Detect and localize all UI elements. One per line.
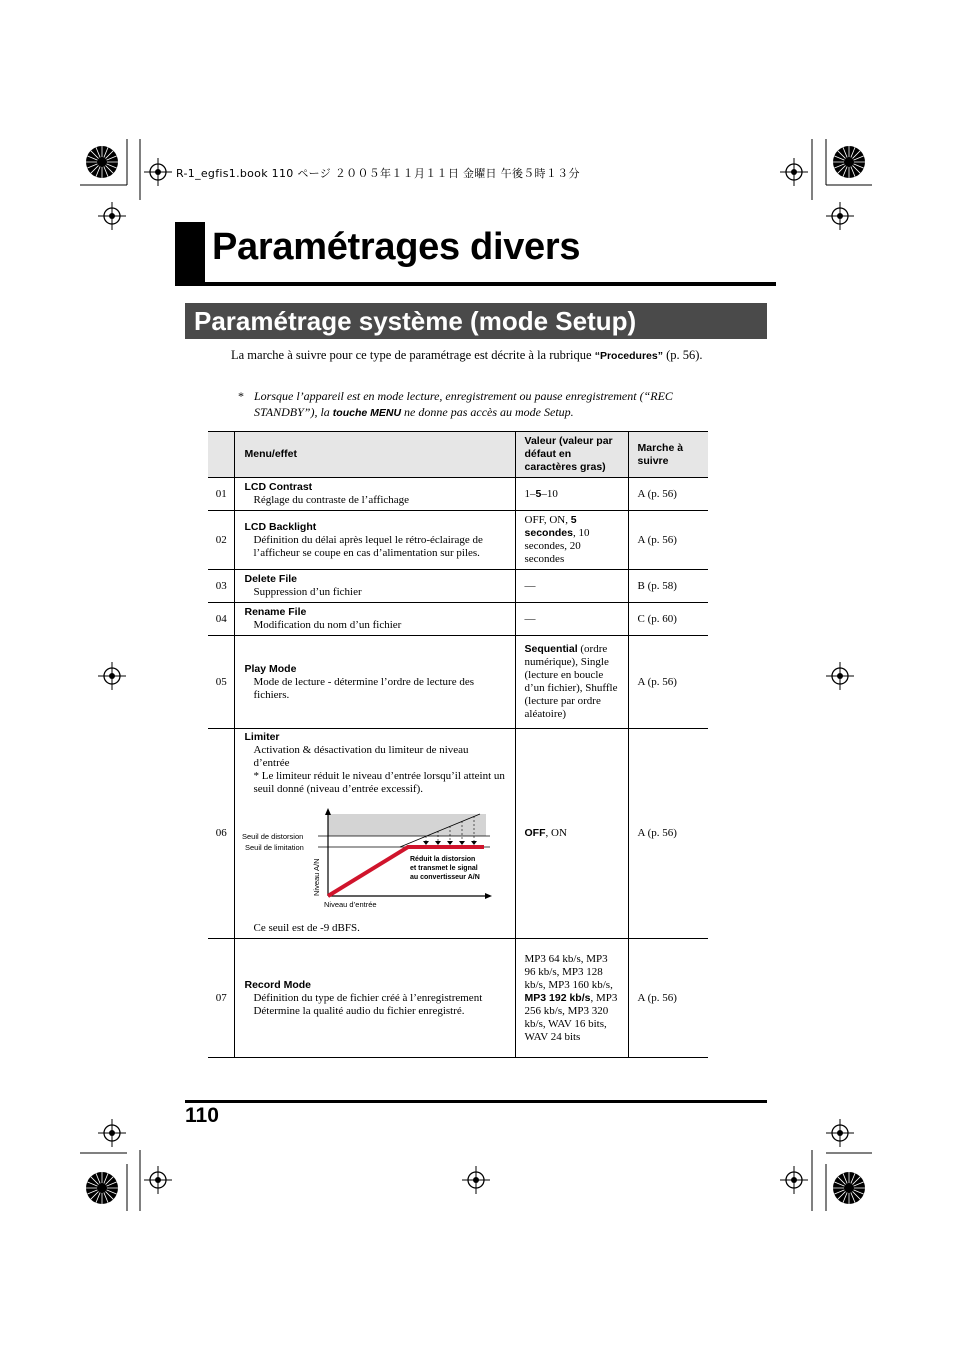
label-distortion: Seuil de distorsion xyxy=(242,832,304,841)
y-axis-arrow xyxy=(325,808,331,815)
value-cell: — xyxy=(515,603,628,636)
intro-page-ref: (p. 56). xyxy=(662,348,703,362)
limiter-diagram xyxy=(240,804,500,916)
row-num: 01 xyxy=(208,478,235,511)
menu-desc: Réglage du contraste de l’affichage xyxy=(253,494,410,506)
table-row xyxy=(208,603,708,636)
note-text-end: ne donne pas accès au mode Setup. xyxy=(401,405,574,419)
page-title: Paramétrages divers xyxy=(212,226,581,268)
procedures-link[interactable]: “Procedures” xyxy=(594,350,663,362)
procedure-cell: A (p. 56) xyxy=(628,729,708,939)
value-cell: 1–5–10 xyxy=(515,478,628,511)
row-num: 05 xyxy=(208,636,235,729)
menu-name: Record Mode xyxy=(244,978,311,991)
menu-name: LCD Contrast xyxy=(244,481,313,493)
procedure-cell: A (p. 56) xyxy=(628,939,708,1058)
value-cell: OFF, ON, 5 secondes, 10 secondes, 20 secondes xyxy=(515,511,628,570)
reduction-arrowheads xyxy=(423,841,477,845)
note-asterisk: * xyxy=(238,389,244,403)
annotation-line-2: et transmet le signal xyxy=(410,865,479,872)
table-row xyxy=(208,511,708,570)
row-num: 07 xyxy=(208,939,235,1058)
page-number: 110 xyxy=(185,1104,219,1127)
file-info-header: R-1_egfis1.book 110 ページ ２００５年１１月１１日 金曜日 午後５時１３分 xyxy=(176,167,580,180)
row-num: 02 xyxy=(208,511,235,570)
value-cell: MP3 64 kb/s, MP3 96 kb/s, MP3 128 kb/s, MP3 160 kb/s, MP3 192 kb/s, MP3 256 kb/s, MP3 320 kb/s, WAV 16 bits, WAV 24 bits xyxy=(515,939,628,1058)
footer-rule xyxy=(185,1100,767,1103)
table-row xyxy=(208,729,708,939)
menu-desc: Modification du nom d’un fichier xyxy=(253,619,402,631)
table-row xyxy=(208,636,708,729)
table-row xyxy=(208,939,708,1058)
menu-desc: Définition du type de fichier créé à l’enregistrement Détermine la qualité audio du fichier enregistré. xyxy=(253,991,483,1017)
title-accent-bar xyxy=(175,222,205,284)
header-num xyxy=(208,432,235,478)
menu-name: Delete File xyxy=(244,573,298,585)
row-num: 03 xyxy=(208,570,235,603)
limiter-threshold-text: Ce seuil est de -9 dBFS. xyxy=(253,922,360,934)
x-axis-arrow xyxy=(485,893,492,899)
table-row xyxy=(208,478,708,511)
annotation-line-1: Réduit la distorsion xyxy=(410,856,476,863)
intro-text: La marche à suivre pour ce type de paramétrage est décrite à la rubrique xyxy=(231,348,595,362)
menu-desc: Mode de lecture - détermine l’ordre de lecture des fichiers. xyxy=(253,675,474,701)
annotation-line-3: au convertisseur A/N xyxy=(410,874,481,881)
note-text: Lorsque l’appareil est en mode lecture, enregistrement ou pause enregistrement (“REC STANDBY”), la xyxy=(254,389,673,419)
section-title: Paramétrage système (mode Setup) xyxy=(185,303,767,339)
value-cell: Sequential (ordre numérique), Single (lecture en boucle d’un fichier), Shuffle (lecture par ordre aléatoire) xyxy=(515,636,628,729)
value-cell: OFF, ON xyxy=(515,729,628,939)
menu-name: Rename File xyxy=(244,606,307,618)
label-x-axis: Niveau d’entrée xyxy=(324,900,378,909)
note-menu-key: touche MENU xyxy=(332,407,402,419)
procedure-cell: A (p. 56) xyxy=(628,511,708,570)
header-menu: Menu/effet xyxy=(235,432,515,478)
setup-table xyxy=(208,431,708,1058)
row-num: 06 xyxy=(208,729,235,939)
menu-name: Play Mode xyxy=(244,662,297,675)
note xyxy=(238,388,718,421)
menu-desc: Définition du délai après lequel le rétro-éclairage de l’afficheur se coupe en cas d’alimentation sur piles. xyxy=(253,533,483,559)
label-y-axis: Niveau A/N xyxy=(312,858,322,896)
value-cell: — xyxy=(515,570,628,603)
procedure-cell: A (p. 56) xyxy=(628,478,708,511)
procedure-cell: A (p. 56) xyxy=(628,636,708,729)
intro-paragraph xyxy=(231,347,731,365)
title-underline xyxy=(175,282,776,286)
menu-name: LCD Backlight xyxy=(244,520,317,533)
procedure-cell: C (p. 60) xyxy=(628,603,708,636)
table-row xyxy=(208,570,708,603)
menu-desc: Activation & désactivation du limiteur de niveau d’entrée xyxy=(253,744,469,769)
label-limit: Seuil de limitation xyxy=(245,843,305,852)
header-value: Valeur (valeur par défaut en caractères gras) xyxy=(515,432,628,478)
row-num: 04 xyxy=(208,603,235,636)
header-procedure: Marche à suivre xyxy=(628,432,708,478)
procedure-cell: B (p. 58) xyxy=(628,570,708,603)
menu-desc: Suppression d’un fichier xyxy=(253,586,362,598)
limiter-note: * Le limiteur réduit le niveau d’entrée lorsqu’il atteint un seuil donné (niveau d’entrée excessif). xyxy=(253,770,505,795)
menu-name: Limiter xyxy=(244,731,280,743)
